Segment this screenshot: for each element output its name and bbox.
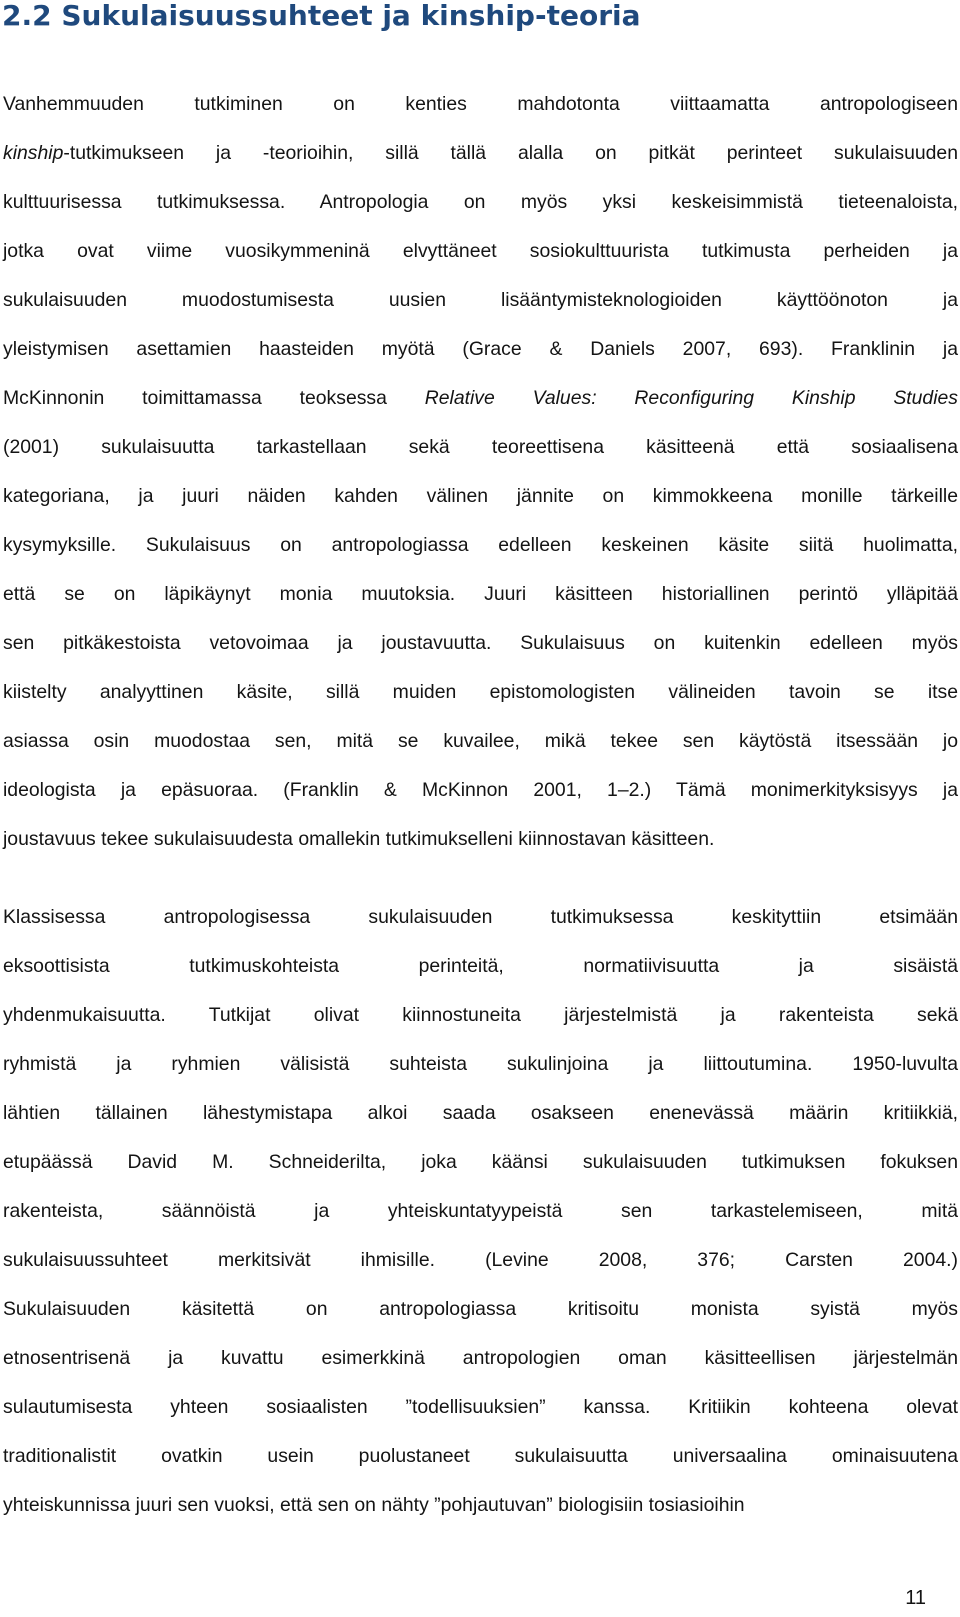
text-line [3,942,958,991]
text-run: ryhmistä ja ryhmien välisistä suhteista sukulinjoina ja liittoutumina. 1950-luvulta [3,1053,958,1075]
text-line [3,766,958,815]
text-line [3,276,958,325]
italic-text: Relative Values: Reconfiguring Kinship Studies [424,387,958,409]
text-line [3,570,958,619]
text-line [3,1481,958,1530]
text-run: että se on läpikäynyt monia muutoksia. Juuri käsitteen historiallinen perintö ylläpitää [3,583,958,605]
text-run: etnosentrisenä ja kuvattu esimerkkinä antropologien oman käsitteellisen järjestelmän [3,1347,958,1369]
text-run: yhteiskunnissa juuri sen vuoksi, että sen on nähty ”pohjautuvan” biologisiin tosiasioihin [3,1494,745,1516]
text-line [3,227,958,276]
text-run: lähtien tällainen lähestymistapa alkoi saada osakseen enenevässä määrin kritiikkiä, [3,1102,958,1124]
text-line [3,129,958,178]
text-line [3,325,958,374]
text-line [3,374,958,423]
text-run: sukulaisuuden muodostumisesta uusien lisääntymisteknologioiden käyttöönoton ja [3,289,958,311]
italic-text: kinship [3,142,64,164]
text-run: (2001) sukulaisuutta tarkastellaan sekä teoreettisena käsitteenä että sosiaalisena [3,436,958,458]
text-run: kulttuurisessa tutkimuksessa. Antropologia on myös yksi keskeisimmistä tieteenaloista, [3,191,958,213]
text-line [3,619,958,668]
text-run: kategoriana, ja juuri näiden kahden välinen jännite on kimmokkeena monille tärkeille [3,485,958,507]
text-run: traditionalistit ovatkin usein puolustaneet sukulaisuutta universaalina ominaisuutena [3,1445,958,1467]
text-line [3,1334,958,1383]
text-line [3,1187,958,1236]
text-run: kiistelty analyyttinen käsite, sillä muiden epistomologisten välineiden tavoin se itse [3,681,958,703]
text-line [3,668,958,717]
paragraph-1 [3,80,958,864]
text-line [3,991,958,1040]
text-line [3,178,958,227]
text-line [3,1138,958,1187]
text-run: Vanhemmuuden tutkiminen on kenties mahdotonta viittaamatta antropologiseen [3,93,958,115]
text-run: yleistymisen asettamien haasteiden myötä (Grace & Daniels 2007, 693). Franklinin ja [3,338,958,360]
text-line [3,815,958,864]
text-line [3,521,958,570]
text-run: joustavuus tekee sukulaisuudesta omallekin tutkimukselleni kiinnostavan käsitteen. [3,828,715,850]
text-run: sulautumisesta yhteen sosiaalisten ”todellisuuksien” kanssa. Kritiikin kohteena olevat [3,1396,958,1418]
text-line [3,1383,958,1432]
text-run: asiassa osin muodostaa sen, mitä se kuvailee, mikä tekee sen käytöstä itsessään jo [3,730,958,752]
text-run: Sukulaisuuden käsitettä on antropologiassa kritisoitu monista syistä myös [3,1298,958,1320]
text-run: ideologista ja epäsuoraa. (Franklin & McKinnon 2001, 1–2.) Tämä monimerkityksisyys ja [3,779,958,801]
text-run: rakenteista, säännöistä ja yhteiskuntatyypeistä sen tarkastelemiseen, mitä [3,1200,958,1222]
text-line [3,893,958,942]
text-line [3,1040,958,1089]
text-line [3,1432,958,1481]
text-run: McKinnonin toimittamassa teoksessa [3,387,425,409]
text-run: etupäässä David M. Schneiderilta, joka käänsi sukulaisuuden tutkimuksen fokuksen [3,1151,958,1173]
text-run: -tutkimukseen ja -teorioihin, sillä tällä alalla on pitkät perinteet sukulaisuuden [63,142,958,164]
text-line [3,1236,958,1285]
text-run: jotka ovat viime vuosikymmeninä elvyttäneet sosiokulttuurista tutkimusta perheiden ja [3,240,958,262]
section-heading: 2.2 Sukulaisuussuhteet ja kinship-teoria [2,0,641,32]
page-number: 11 [905,1587,926,1609]
text-run: eksoottisista tutkimuskohteista perinteitä, normatiivisuutta ja sisäistä [3,955,958,977]
text-line [3,472,958,521]
text-line [3,717,958,766]
text-run: kysymyksille. Sukulaisuus on antropologiassa edelleen keskeinen käsite siitä huolimatta, [3,534,958,556]
text-line [3,1285,958,1334]
text-run: sen pitkäkestoista vetovoimaa ja joustavuutta. Sukulaisuus on kuitenkin edelleen myös [3,632,958,654]
text-run: sukulaisuussuhteet merkitsivät ihmisille. (Levine 2008, 376; Carsten 2004.) [3,1249,958,1271]
paragraph-2 [3,893,958,1530]
text-line [3,80,958,129]
text-run: yhdenmukaisuutta. Tutkijat olivat kiinnostuneita järjestelmistä ja rakenteista sekä [3,1004,958,1026]
text-run: Klassisessa antropologisessa sukulaisuuden tutkimuksessa keskityttiin etsimään [3,906,958,928]
text-line [3,1089,958,1138]
text-line [3,423,958,472]
